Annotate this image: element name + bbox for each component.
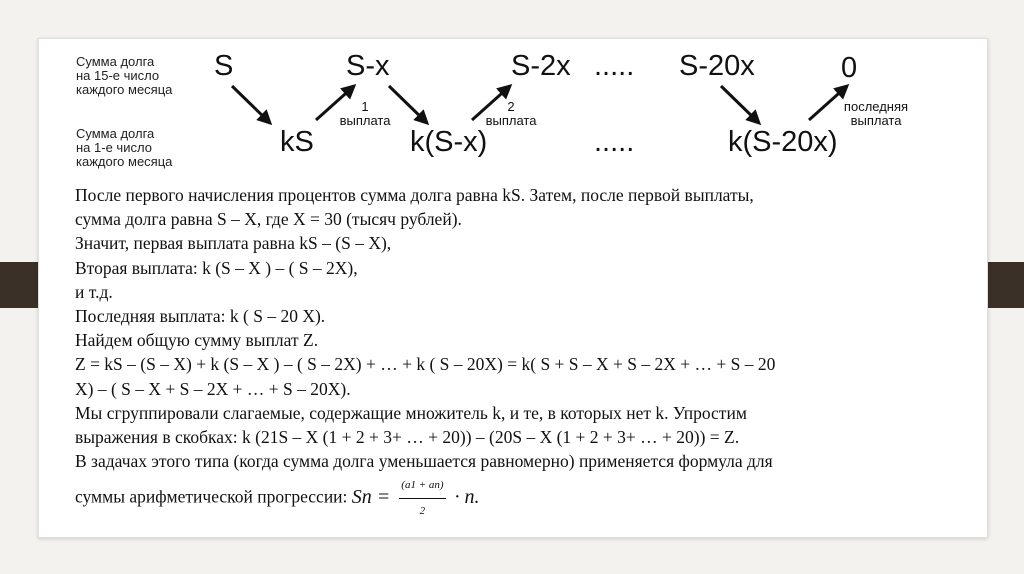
arrow-kSx-to-S2x: [472, 86, 510, 120]
arrow-kS-to-Sx: [316, 86, 354, 120]
term-S-x: S-x: [346, 50, 390, 82]
formula-rhs: · n.: [454, 485, 480, 508]
term-kS: kS: [280, 126, 314, 158]
text-line: X) – ( S – X + S – 2X + … + S – 20X).: [75, 378, 351, 399]
payment-1-label: 1 выплата: [339, 99, 391, 128]
arrows-layer: [64, 50, 914, 178]
arrow-S-to-kS: [232, 86, 270, 123]
arrow-kS20x-to-0: [809, 86, 847, 120]
term-zero: 0: [841, 52, 858, 84]
label-1st: Сумма долга на 1-е число каждого месяца: [76, 126, 173, 169]
text-line: Мы сгруппировали слагаемые, содержащие множитель k, и те, в которых нет k. Упростим: [75, 402, 747, 423]
payment-2-label: 2 выплата: [485, 99, 537, 128]
term-dots-top: .....: [594, 50, 635, 82]
formula-line: [75, 473, 955, 522]
text-line: Найдем общую сумму выплат Z.: [75, 330, 319, 351]
formula-fraction: [399, 473, 445, 522]
term-dots-bottom: .....: [594, 126, 635, 158]
term-kS20x: k(S-20x): [728, 126, 838, 158]
text-line: суммы арифметической прогрессии:: [75, 486, 348, 507]
term-S: S: [214, 50, 234, 82]
arrow-Sx-to-kSx: [389, 86, 427, 123]
text-line: и т.д.: [75, 281, 113, 302]
text-line: В задачах этого типа (когда сумма долга уменьшается равномерно) применяется формула для: [75, 451, 773, 472]
term-S-20x: S-20x: [679, 50, 755, 82]
text-line: Вторая выплата: k (S – X ) – ( S – 2X),: [75, 257, 358, 278]
text-line: Z = kS – (S – X) + k (S – X ) – ( S – 2X) + … + k ( S – 20X) = k( S + S – X + S – 2X + … + S – 20: [75, 354, 776, 375]
formula-denominator: 2: [419, 504, 426, 517]
formula-lhs: Sn =: [351, 485, 391, 508]
formula-numerator: (a1 + an): [399, 473, 445, 498]
term-S-2x: S-2x: [511, 50, 571, 82]
term-kSx: k(S-x): [410, 126, 488, 158]
solution-text: [75, 183, 955, 523]
text-line: сумма долга равна S – X, где X = 30 (тысяч рублей).: [75, 209, 462, 230]
text-line: После первого начисления процентов сумма долга равна kS. Затем, после первой выплаты,: [75, 185, 754, 205]
debt-diagram: [64, 50, 914, 178]
text-line: Последняя выплата: k ( S – 20 X).: [75, 306, 326, 327]
arrow-S20x-to-kS20x: [721, 86, 759, 123]
label-15th: Сумма долга на 15-е число каждого месяца: [76, 54, 173, 97]
sum-formula: [351, 479, 480, 517]
text-line: Значит, первая выплата равна kS – (S – X),: [75, 233, 392, 254]
text-line: выражения в скобках: k (21S – X (1 + 2 + 3+ … + 20)) – (20S – X (1 + 2 + 3+ … + 20)) = Z.: [75, 427, 740, 448]
payment-last-label: последняя выплата: [843, 99, 909, 128]
